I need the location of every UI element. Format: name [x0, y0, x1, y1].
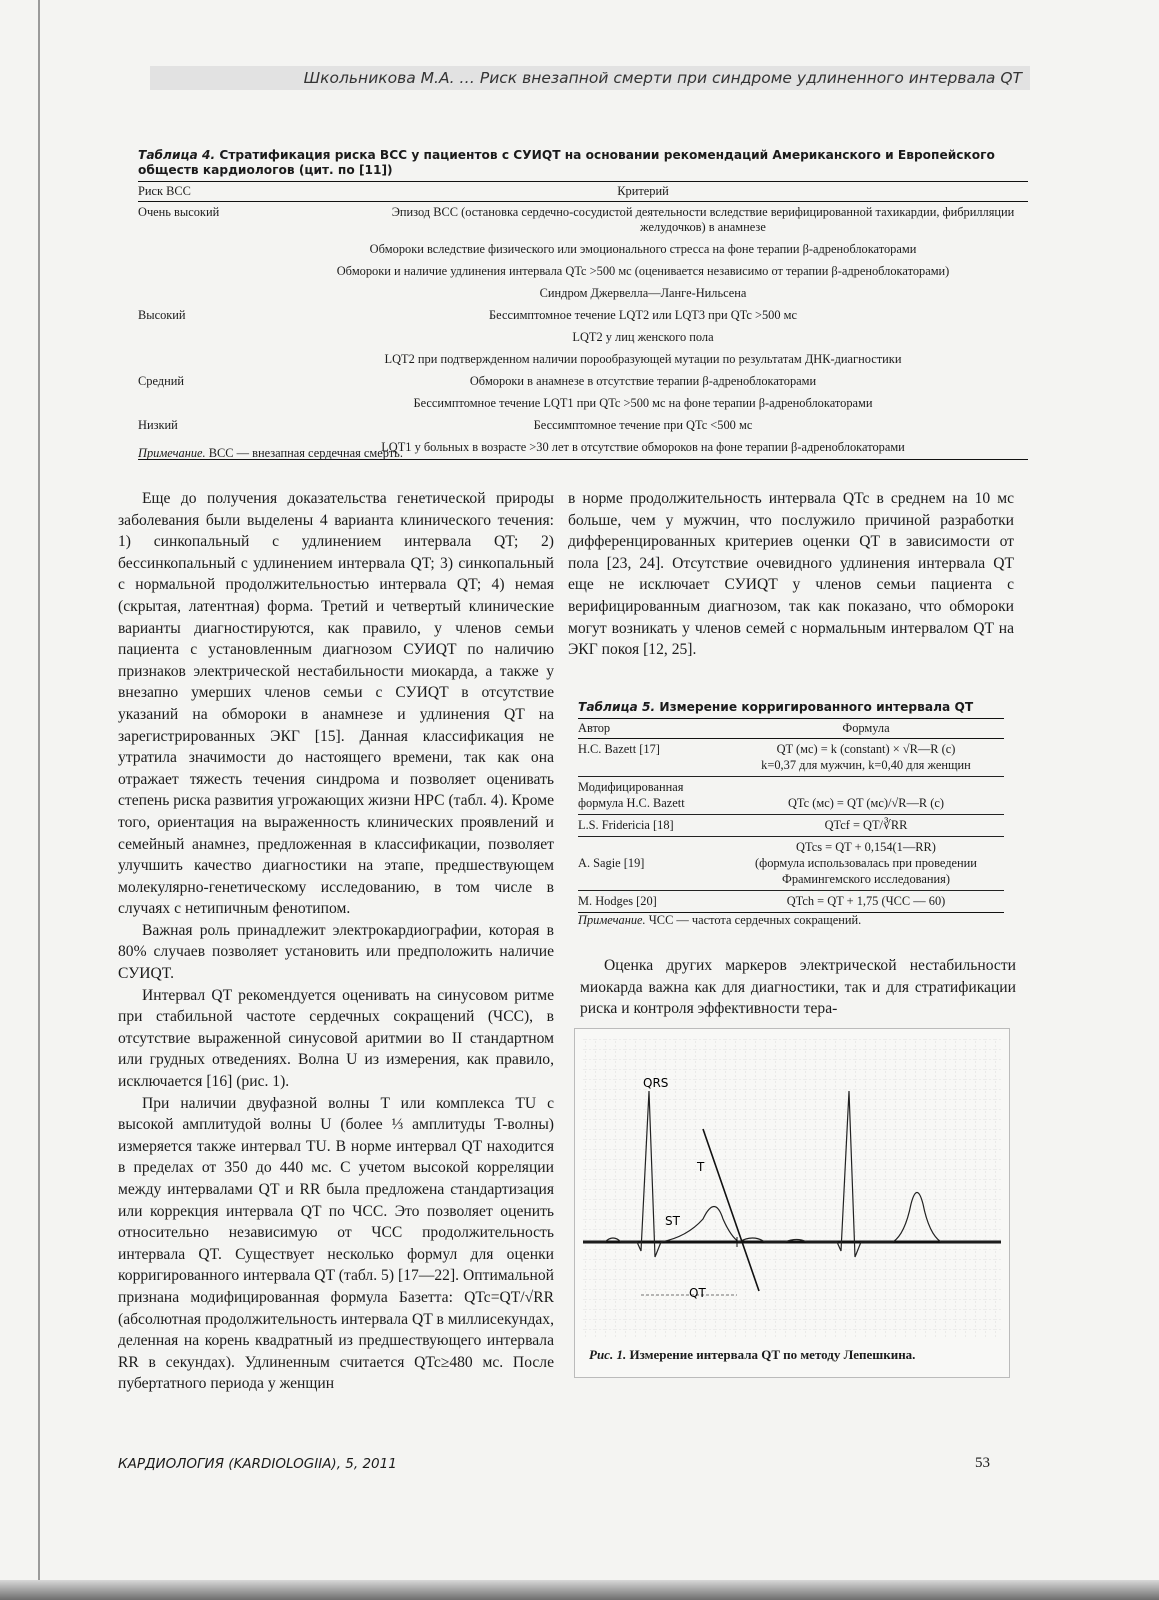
table4-label: Таблица 4. [138, 148, 216, 162]
t-label: T [697, 1160, 705, 1174]
table5-title-text: Измерение корригированного интервала QT [659, 700, 974, 714]
paragraph: Еще до получения доказательства генетической природы заболевания были выделены 4 варианта клинического течения: 1) синкопальный с удлинением интервала QT; 2) бессинкопальный с удлинением интервала QT; 3) синкопальный с нормальной продолжительностью интервала QT; 4) немая (скрытая, латентная) форма. Третий и четвертый клинические варианты диагностируются, как правило, у членов семьи пациента с установленным диагнозом СУИQT по наличию признаков электрической нестабильности миокарда, а также у внезапно умерших членов семьи с СУИQT в отсутствие указаний на обмороки в анамнезе и удлинения QT на зарегистрированных ЭКГ [15]. Данная классификация не утратила значимости до настоящего времени, так как она отражает тяжесть течения синдрома и позволяет оценивать степень риска развития угрожающих жизни НРС (табл. 4). Кроме того, ориентация на выраженность клинических проявлений и семейный анамнез, предложенная в классификации, позволяет улучшить качество диагностики на этапе, предшествующем молекулярно-генетическому исследованию, в том числе в случаях с нетипичным фенотипом. [118, 490, 554, 918]
formula-cell [728, 777, 1004, 815]
scan-edge [38, 0, 40, 1600]
table-row [578, 891, 1004, 913]
formula-line: k=0,37 для мужчин, k=0,40 для женщин [761, 758, 971, 772]
risk-cell [138, 393, 258, 415]
risk-cell [138, 349, 258, 371]
formula-cell [728, 815, 1004, 837]
figure-caption-text: Измерение интервала QT по методу Лепешкина. [629, 1347, 916, 1362]
left-column [118, 488, 554, 1395]
table5-note-text: ЧСС — частота сердечных сокращений. [648, 913, 862, 927]
table-row [138, 327, 1028, 349]
paragraph: При наличии двуфазной волны T или комплекса TU с высокой амплитудой волны U (более ⅓ амплитуды T-волны) измеряется также интервал TU. В норме интервал QT находится в пределах от 350 до 440 мс. С учетом высокой корреляции между интервалами QT и RR была предложена стандартизация или коррекция интервала QT по ЧСС. Это позволяет оценить относительно независимую от ЧСС продолжительность интервала QT. Существует несколько формул для оценки корригированного интервала QT (табл. 5) [17—22]. Оптимальной признана модифицированная формула Базетта: QTc=QT/√RR (абсолютная продолжительность интервала QT в миллисекундах, деленная на корень квадратный из предшествующего интервала RR в секундах). Удлиненным считается QTc≥480 мс. После пубертатного периода у женщин [118, 1094, 554, 1393]
author-cell: H.C. Bazett [17] [578, 739, 728, 777]
table-row [578, 739, 1004, 777]
table5-header-formula: Формула [728, 719, 1004, 739]
table4 [138, 181, 1028, 460]
table-row [138, 283, 1028, 305]
journal-footer: КАРДИОЛОГИЯ (KARDIOLOGIIA), 5, 2011 [118, 1456, 397, 1472]
paragraph: в норме продолжительность интервала QTc в среднем на 10 мс больше, чем у мужчин, что послужило причиной разработки дифференцированных критериев оценки QT в зависимости от пола [23, 24]. Отсутствие очевидного удлинения интервала QT еще не исключает СУИQT у членов семьи пациента с верифицированным диагнозом, так как показано, что обмороки могут возникать у членов семей с нормальным интервалом QT на ЭКГ покоя [12, 25]. [568, 490, 1014, 659]
table-row [138, 202, 1028, 240]
criterion-cell: LQT1 у больных в возрасте >30 лет в отсутствие обмороков на фоне терапии β-адреноблокаторами [258, 437, 1028, 460]
formula-line: (формула использовалась при проведении [755, 856, 977, 870]
table-row [138, 349, 1028, 371]
criterion-cell: LQT2 у лиц женского пола [572, 330, 714, 344]
running-head: Школьникова М.А. … Риск внезапной смерти при синдроме удлиненного интервала QT [150, 66, 1030, 90]
table-row [138, 415, 1028, 437]
formula-cell [728, 891, 1004, 913]
right-column-top [568, 488, 1014, 661]
formula-line: Фрамингемского исследования) [782, 872, 950, 886]
author-cell: Модифицированная формула H.C. Bazett [578, 777, 728, 815]
formula-cell [728, 837, 1004, 891]
formula-line: QTcs = QT + 0,154(1—RR) [796, 840, 936, 854]
table4-title [138, 148, 1028, 178]
formula-cell [728, 739, 1004, 777]
table-row [138, 305, 1028, 327]
formula-line: QT (мс) = k (constant) × √R—R (c) [776, 742, 956, 756]
ecg-figure [574, 1028, 1010, 1378]
table4-note [138, 446, 403, 461]
criterion-cell: Бессимптомное течение при QTc <500 мс [533, 418, 753, 432]
table-row [578, 837, 1004, 891]
criterion-cell: Эпизод ВСС (остановка сердечно-сосудистой деятельности вследствие верифицированной тахикардии, фибрилляции желудочков) в анамнезе [391, 205, 1015, 234]
author-cell: L.S. Fridericia [18] [578, 815, 728, 837]
criterion-cell: LQT2 при подтвержденном наличии порообразующей мутации по результатам ДНК-диагностики [384, 352, 902, 366]
st-label: ST [665, 1214, 680, 1228]
qt-label: QT [689, 1286, 706, 1300]
author-cell: M. Hodges [20] [578, 891, 728, 913]
paragraph: Важная роль принадлежит электрокардиографии, которая в 80% случаев позволяет установить или предположить наличие СУИQT. [118, 921, 554, 983]
criterion-cell: Обмороки и наличие удлинения интервала QTc >500 мс (оценивается независимо от терапии β-адреноблокаторами) [336, 264, 950, 278]
table-row [138, 371, 1028, 393]
table5-note [578, 913, 861, 928]
table5-note-label: Примечание. [578, 913, 646, 927]
table5 [578, 718, 1004, 913]
table-row [138, 393, 1028, 415]
risk-cell: Низкий [138, 418, 178, 432]
risk-cell: Средний [138, 374, 184, 388]
table4-header-criterion: Критерий [258, 182, 1028, 202]
table4-title-text: Стратификация риска ВСС у пациентов с СУИQT на основании рекомендаций Американского и Европейского обществ кардиологов (цит. по [11]) [138, 148, 995, 177]
table5-title [578, 700, 973, 714]
criterion-cell: Обмороки в анамнезе в отсутствие терапии β-адреноблокаторами [469, 374, 817, 388]
table4-note-label: Примечание. [138, 446, 206, 460]
risk-cell [138, 283, 258, 305]
table-row [138, 239, 1028, 261]
risk-cell [138, 261, 258, 283]
table4-header-risk: Риск ВСС [138, 182, 258, 202]
risk-cell: Высокий [138, 308, 186, 322]
right-column-bottom [580, 955, 1016, 1020]
table-row [578, 815, 1004, 837]
criterion-cell: Обмороки вследствие физического или эмоционального стресса на фоне терапии β-адреноблокаторами [369, 242, 917, 256]
page-number: 53 [975, 1455, 990, 1471]
scan-shadow [0, 1580, 1159, 1600]
author-cell: A. Sagie [19] [578, 837, 728, 891]
criterion-cell: Синдром Джервелла—Ланге-Нильсена [539, 286, 747, 300]
criterion-cell: Бессимптомное течение LQT2 или LQT3 при QTc >500 мс [489, 308, 797, 322]
table5-header-author: Автор [578, 719, 728, 739]
formula-line: QTch = QT + 1,75 (ЧСС — 60) [786, 894, 946, 908]
figure-caption [589, 1347, 915, 1363]
risk-cell: Очень высокий [138, 205, 220, 219]
formula-line: QTc (мс) = QT (мс)/√R—R (c) [787, 796, 945, 810]
paragraph: Интервал QT рекомендуется оценивать на синусовом ритме при стабильной частоте сердечных сокращений (ЧСС), в отсутствие выраженной синусовой аритмии во II стандартном или грудных отведениях. Волна U из измерения, как правило, исключается [16] (рис. 1). [118, 986, 554, 1091]
figure-label: Рис. 1. [589, 1347, 627, 1362]
formula-line: QTcf = QT/∛RR [824, 818, 908, 832]
risk-cell [138, 327, 258, 349]
table5-label: Таблица 5. [578, 700, 656, 714]
qrs-label: QRS [643, 1076, 669, 1090]
criterion-cell: Бессимптомное течение LQT1 при QTc >500 мс на фоне терапии β-адреноблокаторами [413, 396, 873, 410]
risk-cell [138, 239, 258, 261]
ecg-diagram [575, 1029, 1009, 1377]
table4-note-text: ВСС — внезапная сердечная смерть. [208, 446, 403, 460]
table-row [578, 777, 1004, 815]
table-row [138, 261, 1028, 283]
paragraph: Оценка других маркеров электрической нестабильности миокарда важна как для диагностики, так и для стратификации риска и контроля эффективности тера- [580, 957, 1016, 1018]
